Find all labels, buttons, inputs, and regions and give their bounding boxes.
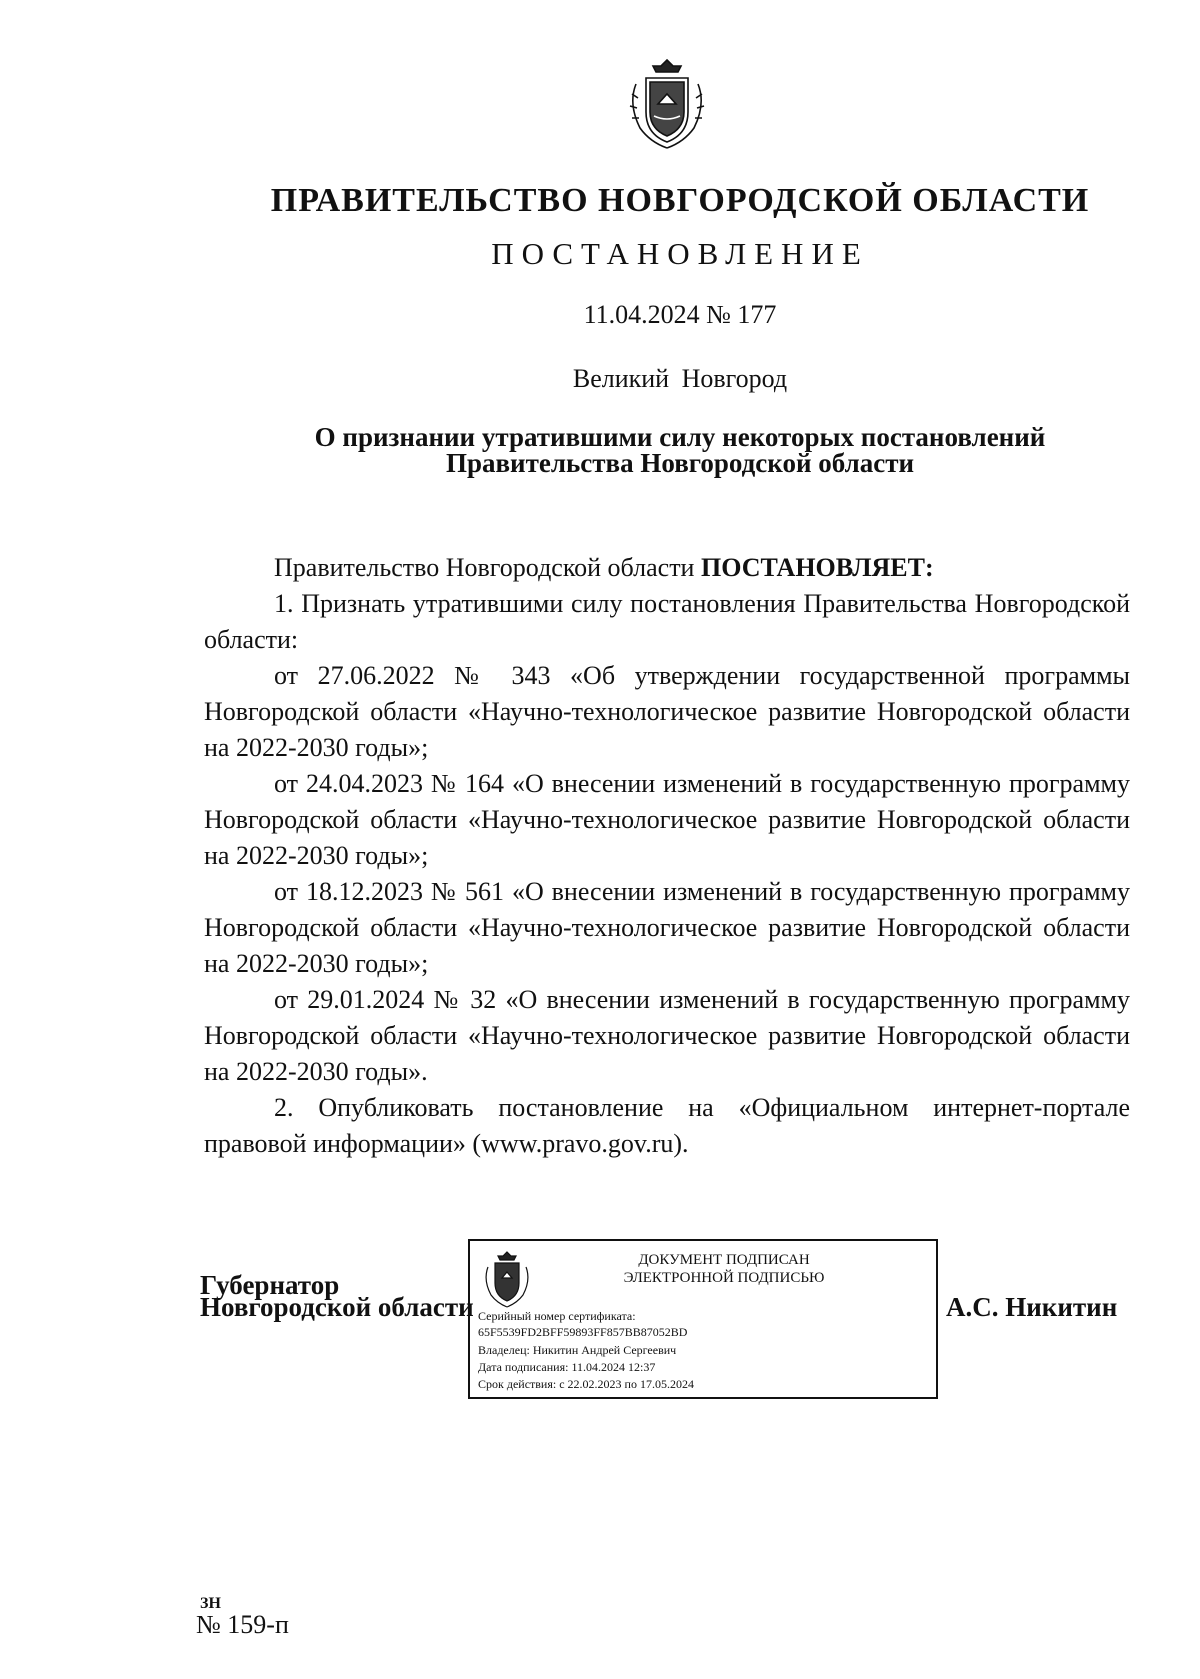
subject-line-1: О признании утратившими силу некоторых постановлений: [314, 422, 1046, 452]
signatory-title-line-2: Новгородской области: [200, 1292, 474, 1322]
footer-number: № 159-п: [196, 1610, 289, 1639]
preamble-lead: Правительство Новгородской области: [274, 553, 701, 582]
stamp-serial-value: 65F5539FD2BFF59893FF857BB87052BD: [478, 1325, 688, 1339]
clause-2: 2. Опубликовать постановление на «Официальном интернет-портале правовой информации» (www.pravo.gov.ru).: [204, 1093, 1130, 1158]
document-subject: [205, 424, 1155, 476]
stamp-validity: Срок действия: с 22.02.2023 по 17.05.2024: [478, 1377, 694, 1391]
stamp-serial-label: Серийный номер сертификата:: [478, 1309, 636, 1323]
repealed-item-3: от 18.12.2023 № 561 «О внесении изменений в государственную программу Новгородской области «Научно-технологическое развитие Новгородской области на 2022-2030 годы»;: [204, 877, 1130, 978]
clause-1: 1. Признать утратившими силу постановления Правительства Новгородской области:: [204, 589, 1130, 654]
preamble: [204, 550, 1130, 586]
document-body: [204, 550, 1130, 1162]
preamble-decree: ПОСТАНОВЛЯЕТ:: [700, 553, 934, 582]
document-type: ПОСТАНОВЛЕНИЕ: [491, 236, 869, 271]
subject-line-2: Правительства Новгородской области: [445, 448, 915, 478]
stamp-heading-line-2: ЭЛЕКТРОННОЙ ПОДПИСЬЮ: [623, 1270, 825, 1286]
stamp-signed-date: Дата подписания: 11.04.2024 12:37: [478, 1360, 656, 1374]
electronic-signature-stamp: [468, 1239, 938, 1399]
footer-initials: ЗН: [200, 1595, 221, 1612]
signatory-name: А.С. Никитин: [946, 1292, 1118, 1322]
signatory-title-line-1: Губернатор: [200, 1270, 340, 1300]
signatory-title: [200, 1270, 474, 1322]
document-date-number: 11.04.2024 № 177: [583, 300, 777, 329]
coat-of-arms-icon: [622, 54, 712, 154]
stamp-heading-line-1: ДОКУМЕНТ ПОДПИСАН: [638, 1252, 810, 1268]
repealed-item-1: от 27.06.2022 № 343 «Об утверждении государственной программы Новгородской области «Научно-технологическое развитие Новгородской области на 2022-2030 годы»;: [204, 661, 1130, 762]
stamp-coat-of-arms-icon: [482, 1249, 532, 1309]
stamp-heading: [544, 1251, 904, 1287]
repealed-item-2: от 24.04.2023 № 164 «О внесении изменений в государственную программу Новгородской области «Научно-технологическое развитие Новгородской области на 2022-2030 годы»;: [204, 769, 1130, 870]
organization-title: ПРАВИТЕЛЬСТВО НОВГОРОДСКОЙ ОБЛАСТИ: [270, 182, 1090, 219]
stamp-owner: Владелец: Никитин Андрей Сергеевич: [478, 1343, 677, 1357]
repealed-item-4: от 29.01.2024 № 32 «О внесении изменений в государственную программу Новгородской области «Научно-технологическое развитие Новгородской области на 2022-2030 годы».: [204, 985, 1130, 1086]
document-city: Великий Новгород: [572, 364, 788, 393]
